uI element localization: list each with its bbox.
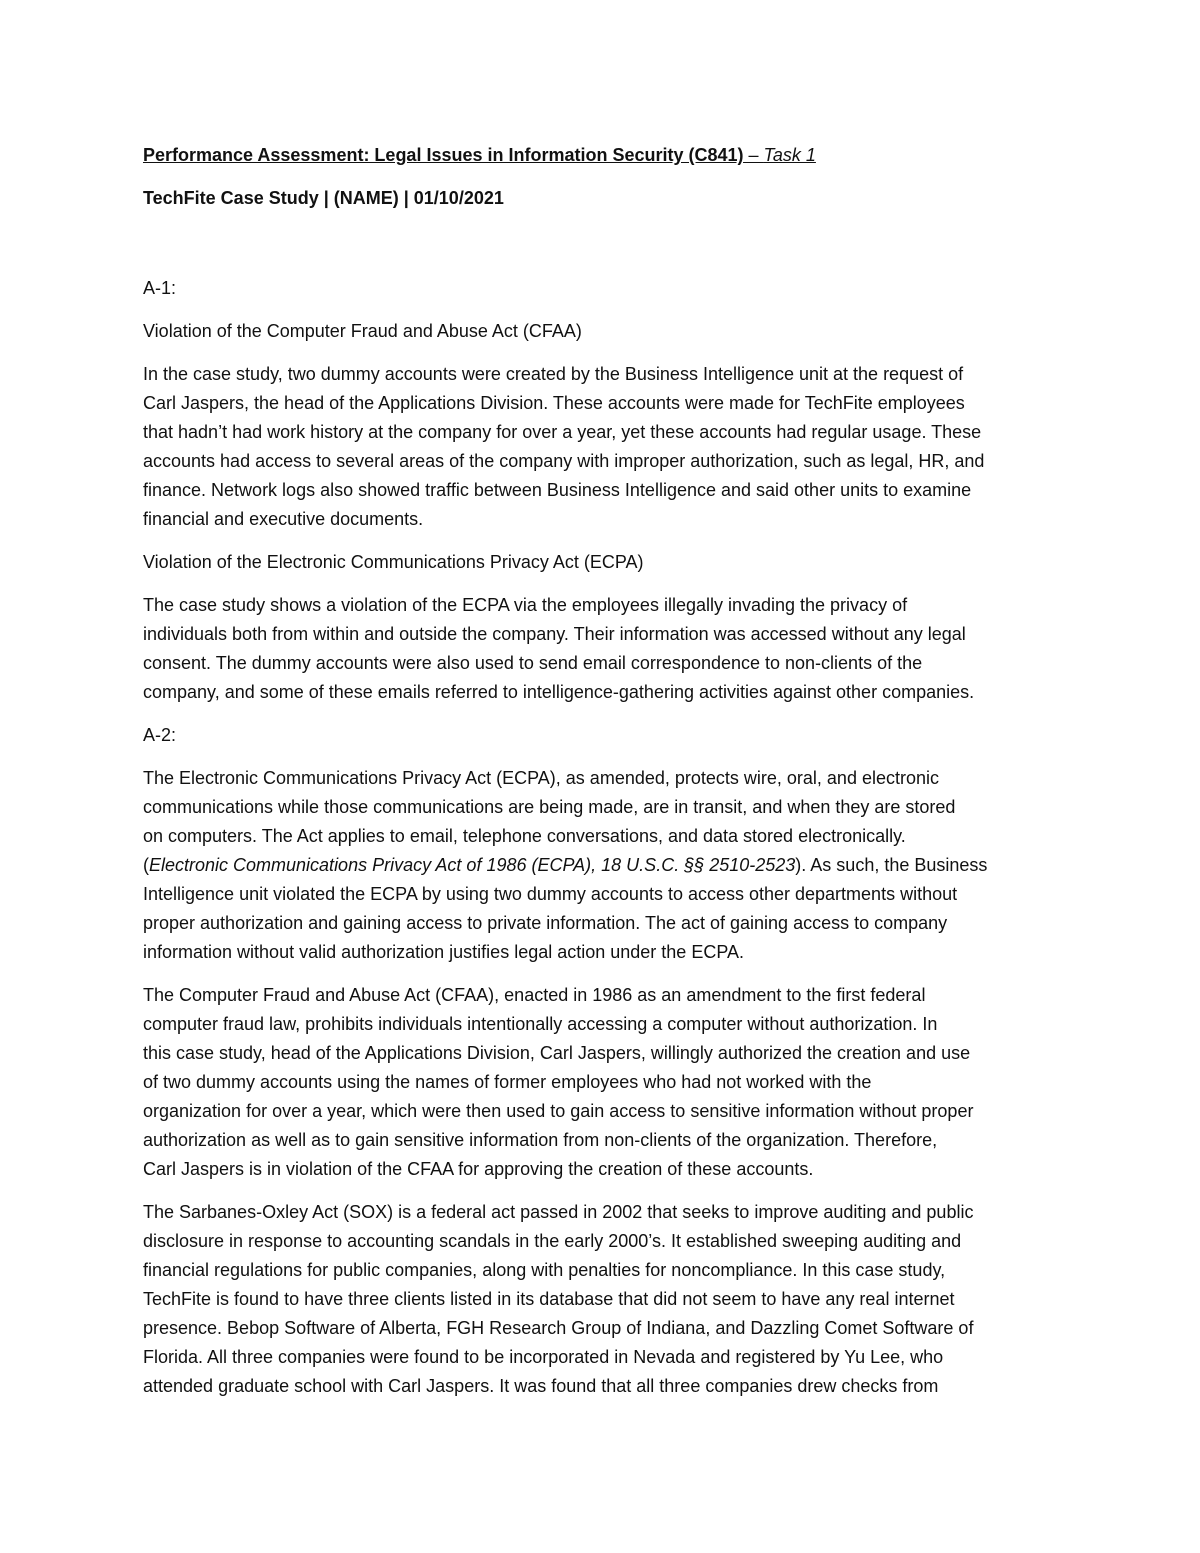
paragraph-line: accounts had access to several areas of the company with improper authorization, such as legal, HR, and xyxy=(143,451,985,471)
document-title xyxy=(143,141,1073,170)
paragraph-line: that hadn’t had work history at the company for over a year, yet these accounts had regular usage. These xyxy=(143,422,982,442)
paragraph-line: finance. Network logs also showed traffic between Business Intelligence and said other units to examine xyxy=(143,480,972,500)
paragraph-line: The Sarbanes-Oxley Act (SOX) is a federal act passed in 2002 that seeks to improve auditing and public xyxy=(143,1202,974,1222)
sox-explanation-paragraph xyxy=(143,1198,1073,1401)
ecpa-violation-paragraph xyxy=(143,591,1073,707)
paragraph-line: disclosure in response to accounting scandals in the early 2000’s. It established sweeping auditing and xyxy=(143,1231,962,1251)
paragraph-line: Florida. All three companies were found to be incorporated in Nevada and registered by Yu Lee, who xyxy=(143,1347,944,1367)
paragraph-line: TechFite is found to have three clients listed in its database that did not seem to have any real internet xyxy=(143,1289,955,1309)
paragraph-line: The case study shows a violation of the ECPA via the employees illegally invading the privacy of xyxy=(143,595,908,615)
ecpa-citation: Electronic Communications Privacy Act of 1986 (ECPA), 18 U.S.C. §§ 2510-2523 xyxy=(149,855,796,875)
document-title-separator: – xyxy=(743,145,764,165)
document-body xyxy=(143,141,1073,1415)
paragraph-line: consent. The dummy accounts were also used to send email correspondence to non-clients of the xyxy=(143,653,923,673)
ecpa-violation-heading: Violation of the Electronic Communications Privacy Act (ECPA) xyxy=(143,552,644,572)
paragraph-line: financial regulations for public companies, along with penalties for noncompliance. In this case study, xyxy=(143,1260,946,1280)
paragraph-line: attended graduate school with Carl Jaspers. It was found that all three companies drew checks from xyxy=(143,1376,939,1396)
ecpa-explanation-paragraph xyxy=(143,764,1073,967)
document-subtitle: TechFite Case Study | (NAME) | 01/10/2021 xyxy=(143,188,504,208)
paragraph-line: Carl Jaspers is in violation of the CFAA for approving the creation of these accounts. xyxy=(143,1159,814,1179)
document-title-task: Task 1 xyxy=(763,145,816,165)
paragraph-line: The Computer Fraud and Abuse Act (CFAA), enacted in 1986 as an amendment to the first federal xyxy=(143,985,926,1005)
paragraph-line: financial and executive documents. xyxy=(143,509,424,529)
paragraph-line: of two dummy accounts using the names of former employees who had not worked with the xyxy=(143,1072,872,1092)
cfaa-explanation-paragraph xyxy=(143,981,1073,1184)
paragraph-line: Carl Jaspers, the head of the Applications Division. These accounts were made for TechFite employees xyxy=(143,393,965,413)
cfaa-violation-paragraph xyxy=(143,360,1073,534)
paragraph-line: presence. Bebop Software of Alberta, FGH Research Group of Indiana, and Dazzling Comet Software of xyxy=(143,1318,974,1338)
paragraph-line: computer fraud law, prohibits individuals intentionally accessing a computer without authorization. In xyxy=(143,1014,938,1034)
section-heading-a1: A-1: xyxy=(143,278,177,298)
paragraph-line: individuals both from within and outside the company. Their information was accessed without any legal xyxy=(143,624,966,644)
paragraph-line: Intelligence unit violated the ECPA by using two dummy accounts to access other departments without xyxy=(143,884,958,904)
paragraph-line: authorization as well as to gain sensitive information from non-clients of the organization. Therefore, xyxy=(143,1130,938,1150)
citation-line xyxy=(143,851,1073,880)
citation-close: ). As such, the Business xyxy=(795,855,988,875)
paragraph-line: organization for over a year, which were then used to gain access to sensitive information without proper xyxy=(143,1101,974,1121)
paragraph-line: In the case study, two dummy accounts were created by the Business Intelligence unit at the request of xyxy=(143,364,964,384)
paragraph-line: information without valid authorization justifies legal action under the ECPA. xyxy=(143,942,744,962)
paragraph-line: proper authorization and gaining access to private information. The act of gaining access to company xyxy=(143,913,948,933)
paragraph-line: on computers. The Act applies to email, telephone conversations, and data stored electronically. xyxy=(143,826,906,846)
paragraph-line: communications while those communications are being made, are in transit, and when they are stored xyxy=(143,797,956,817)
paragraph-line: company, and some of these emails referred to intelligence-gathering activities against other companies. xyxy=(143,682,975,702)
paragraph-line: The Electronic Communications Privacy Act (ECPA), as amended, protects wire, oral, and electronic xyxy=(143,768,939,788)
cfaa-violation-heading: Violation of the Computer Fraud and Abuse Act (CFAA) xyxy=(143,321,582,341)
section-heading-a2: A-2: xyxy=(143,725,177,745)
paragraph-line: this case study, head of the Applications Division, Carl Jaspers, willingly authorized the creation and use xyxy=(143,1043,971,1063)
citation-open: ( xyxy=(143,855,149,875)
document-title-main: Performance Assessment: Legal Issues in Information Security (C841) xyxy=(143,145,744,165)
